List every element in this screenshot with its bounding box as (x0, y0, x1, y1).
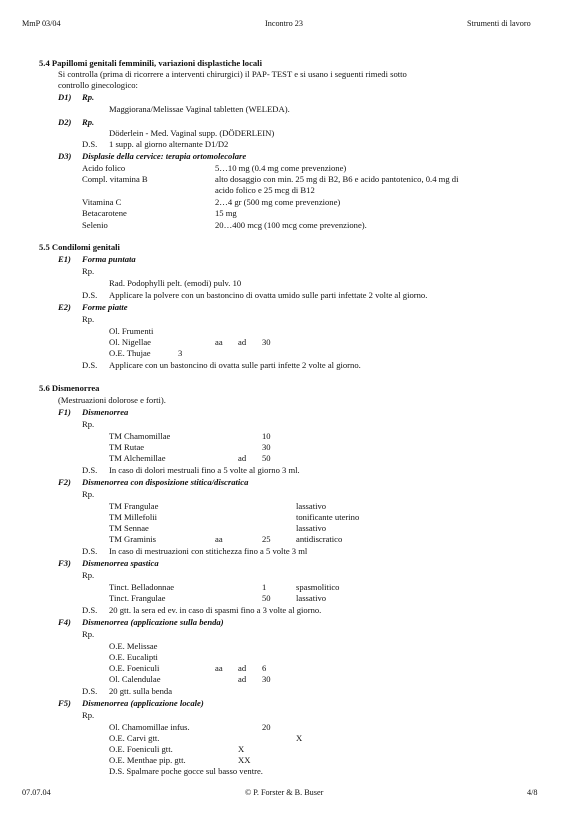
f4-label: F4) (58, 617, 71, 627)
e2-item-aa: aa (215, 337, 223, 347)
f2-item-note: lassativo (296, 523, 327, 533)
f2-item: TM Frangulae (109, 501, 159, 511)
d1-item: Maggiorana/Melissae Vaginal tabletten (WELEDA). (109, 104, 290, 114)
d3-title: Displasie della cervice: terapia ortomolecolare (82, 151, 247, 161)
f3-item-note: lassativo (296, 593, 327, 603)
f1-ds: In caso di dolori mestruali fino a 5 volte al giorno 3 ml. (109, 465, 300, 475)
f4-ds: 20 gtt. sulla benda (109, 686, 173, 696)
f3-item-note: spasmolitico (296, 582, 340, 592)
e2-item: Ol. Nigellae (109, 337, 151, 347)
d1-rp: Rp. (82, 92, 95, 102)
d3-row-name: Compl. vitamina B (82, 174, 148, 184)
f5-item: O.E. Menthae pip. gtt. (109, 755, 186, 765)
f5-item: O.E. Foeniculi gtt. (109, 744, 173, 754)
header-left: MmP 03/04 (22, 19, 61, 28)
f2-item-qty: 25 (262, 534, 271, 544)
f4-item: O.E. Foeniculi (109, 663, 160, 673)
e2-label: E2) (58, 302, 71, 312)
f1-title: Dismenorrea (82, 407, 129, 417)
f5-title: Dismenorrea (applicazione locale) (82, 698, 204, 708)
f2-label: F2) (58, 477, 71, 487)
f2-ds: In caso di mestruazioni con stitichezza fino a 5 volte 3 ml (109, 546, 308, 556)
f1-item-ad: ad (238, 453, 247, 463)
f4-title: Dismenorrea (applicazione sulla benda) (82, 617, 224, 627)
f5-ds: D.S. Spalmare poche gocce sul basso ventre. (109, 766, 263, 776)
header-center: Incontro 23 (265, 19, 303, 28)
f5-rp: Rp. (82, 710, 95, 720)
d2-item: Döderlein - Med. Vaginal supp. (DÖDERLEIN) (109, 128, 275, 138)
header-right: Strumenti di lavoro (467, 19, 531, 28)
d2-label: D2) (58, 117, 72, 127)
d3-row-dose: 5…10 mg (0.4 mg come prevenzione) (215, 163, 347, 173)
d2-rp: Rp. (82, 117, 95, 127)
d3-label: D3) (58, 151, 72, 161)
f3-label: F3) (58, 558, 71, 568)
f1-item-qty: 50 (262, 453, 271, 463)
e1-title: Forma puntata (82, 254, 136, 264)
d3-row-name: Betacarotene (82, 208, 127, 218)
d3-row-name: Selenio (82, 220, 108, 230)
e1-ds-label: D.S. (82, 290, 98, 300)
f2-item-note: lassativo (296, 501, 327, 511)
footer-page-number: 4/8 (527, 788, 538, 797)
f5-item-qty: 20 (262, 722, 271, 732)
f5-label: F5) (58, 698, 71, 708)
f3-title: Dismenorrea spastica (82, 558, 159, 568)
f4-ds-label: D.S. (82, 686, 98, 696)
e1-item: Rad. Podophylli pelt. (emodi) pulv. 10 (109, 278, 242, 288)
d3-row-dose: 15 mg (215, 208, 237, 218)
d3-row-dose: 20…400 mcg (100 mcg come prevenzione). (215, 220, 367, 230)
d3-row-name: Vitamina C (82, 197, 122, 207)
f4-item: Ol. Calendulae (109, 674, 161, 684)
e2-item-ad: ad (238, 337, 247, 347)
f3-item: Tinct. Belladonnae (109, 582, 175, 592)
f5-item-qty: X (296, 733, 303, 743)
e1-label: E1) (58, 254, 71, 264)
f1-item: TM Chamomillae (109, 431, 171, 441)
f2-title: Dismenorrea con disposizione stitica/discratica (82, 477, 249, 487)
f4-item-ad: ad (238, 674, 247, 684)
section-5-5-title: 5.5 Condilomi genitali (39, 242, 120, 252)
d3-row-dose: alto dosaggio con min. 25 mg di B2, B6 e acido pantotenico, 0.4 mg di (215, 174, 459, 184)
e1-rp: Rp. (82, 266, 95, 276)
f3-ds-label: D.S. (82, 605, 98, 615)
f4-item-qty: 6 (262, 663, 267, 673)
f1-item-qty: 30 (262, 442, 271, 452)
f4-rp: Rp. (82, 629, 95, 639)
e2-item-qty: 30 (262, 337, 271, 347)
f2-item-aa: aa (215, 534, 223, 544)
f3-item: Tinct. Frangulae (109, 593, 166, 603)
f2-ds-label: D.S. (82, 546, 98, 556)
d1-label: D1) (58, 92, 72, 102)
footer-date: 07.07.04 (22, 788, 51, 797)
f3-item-qty: 1 (262, 582, 267, 592)
f1-ds-label: D.S. (82, 465, 98, 475)
f3-rp: Rp. (82, 570, 95, 580)
f5-item: O.E. Carvi gtt. (109, 733, 160, 743)
f4-item-aa: aa (215, 663, 223, 673)
e2-rp: Rp. (82, 314, 95, 324)
d2-ds-label: D.S. (82, 139, 98, 149)
e2-title: Forme piatte (82, 302, 128, 312)
f2-item: TM Graminis (109, 534, 157, 544)
e2-ds: Applicare con un bastoncino di ovatta sulle parti infette 2 volte al giorno. (109, 360, 361, 370)
f2-item-note: tonificante uterino (296, 512, 360, 522)
f1-item: TM Rutae (109, 442, 145, 452)
f5-item-qty: XX (238, 755, 251, 765)
e1-ds: Applicare la polvere con un bastoncino di ovatta umido sulle parti infettate 2 volte al giorno. (109, 290, 428, 300)
f5-item: Ol. Chamomillae infus. (109, 722, 190, 732)
f2-item-note: antidiscratico (296, 534, 343, 544)
f4-item-ad: ad (238, 663, 247, 673)
f1-item: TM Alchemillae (109, 453, 166, 463)
section-5-4-intro-cont: controllo ginecologico: (58, 80, 138, 90)
e2-item-qty: 3 (178, 348, 183, 358)
f4-item-qty: 30 (262, 674, 271, 684)
f2-rp: Rp. (82, 489, 95, 499)
section-5-6-intro: (Mestruazioni dolorose e forti). (58, 395, 166, 405)
section-5-4-intro: Si controlla (prima di ricorrere a interventi chirurgici) il PAP- TEST e si usano i seguenti rimedi sotto (58, 69, 407, 79)
section-5-6-title: 5.6 Dismenorrea (39, 383, 100, 393)
d3-row-dose: 2…4 gr (500 mg come prevenzione) (215, 197, 341, 207)
f1-rp: Rp. (82, 419, 95, 429)
f1-item-qty: 10 (262, 431, 271, 441)
d3-row-name: Acido folico (82, 163, 126, 173)
f4-item: O.E. Melissae (109, 641, 158, 651)
footer-copyright: © P. Forster & B. Buser (245, 788, 324, 797)
f1-label: F1) (58, 407, 71, 417)
f2-item: TM Millefolii (109, 512, 157, 522)
e2-item: O.E. Thujae (109, 348, 151, 358)
f4-item: O.E. Eucalipti (109, 652, 158, 662)
e2-ds-label: D.S. (82, 360, 98, 370)
f2-item: TM Sennae (109, 523, 149, 533)
d2-ds: 1 supp. al giorno alternante D1/D2 (109, 139, 229, 149)
f3-ds: 20 gtt. la sera ed ev. in caso di spasmi fino a 3 volte al giorno. (109, 605, 322, 615)
section-5-4-title: 5.4 Papillomi genitali femminili, variazioni displastiche locali (39, 58, 262, 68)
f3-item-qty: 50 (262, 593, 271, 603)
e2-item: Ol. Frumenti (109, 326, 154, 336)
f5-item-qty: X (238, 744, 245, 754)
d3-row-dose: acido folico e 25 mcg di B12 (215, 185, 315, 195)
